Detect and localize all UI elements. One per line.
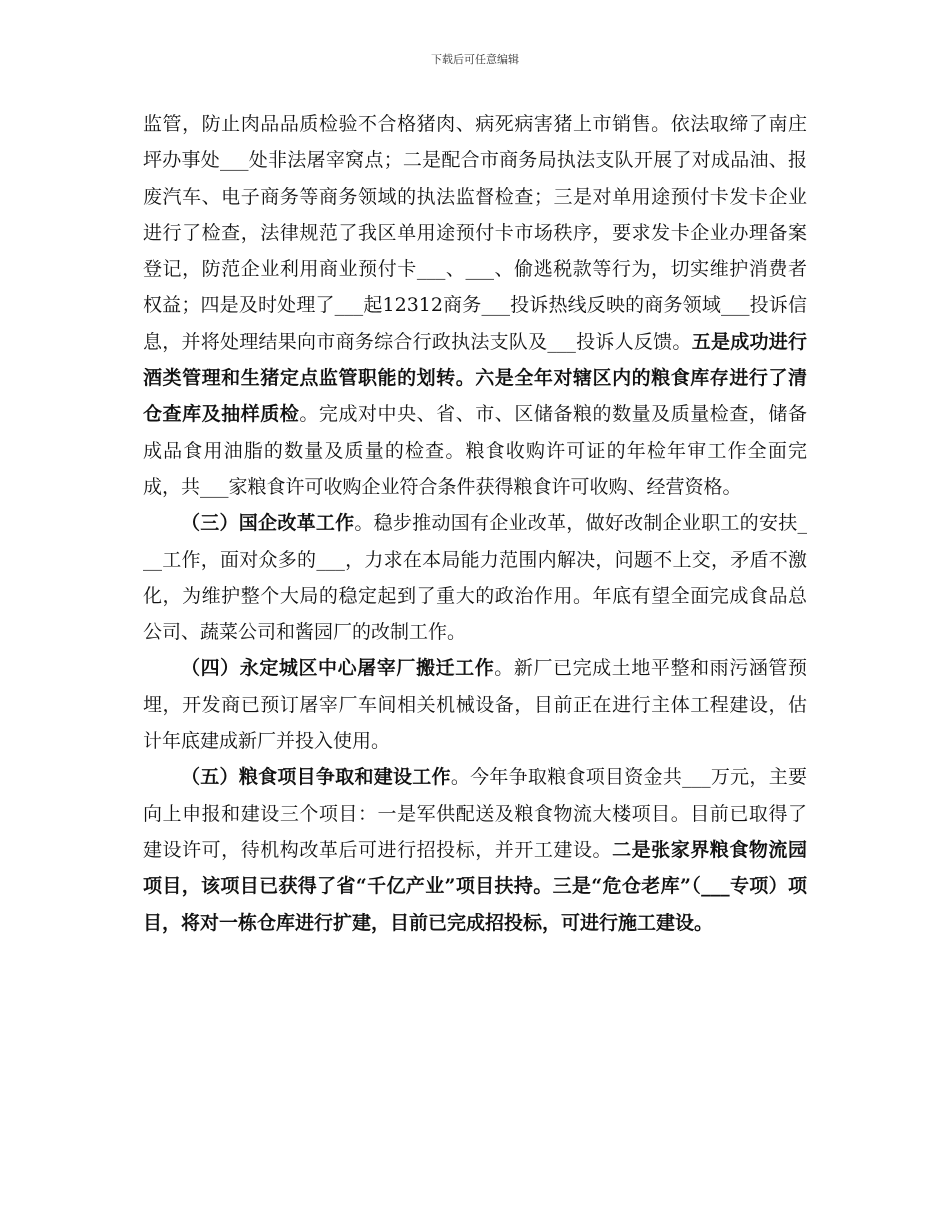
paragraph-text: 。今年争取粮食项目资金共___万元，主要向上申报和建设三个项目：一是军供配送及粮食物流大楼项目。目前已取得了建设许可，待机构改革后可进行招投标，并开工建设。 [143,766,807,861]
document-body [143,106,807,941]
paragraph-bold-text: 二是张家界粮食物流园项目，该项目已获得了省“千亿产业”项目扶持。三是“危仓老库”（___专项）项目，将对一栋仓库进行扩建，目前已完成招投标，可进行施工建设。 [143,838,807,934]
paragraph-text: 。完成对中央、省、市、区储备粮的数量及质量检查，储备成品食用油脂的数量及质量的检查。粮食收购许可证的年检年审工作全面完成，共___家粮食许可收购企业符合条件获得粮食许可收购、经营资格。 [143,403,807,498]
paragraph-text: 。稳步推动国有企业改革，做好改制企业职工的安扶___工作，面对众多的___，力求在本局能力范围内解决，问题不上交，矛盾不激化，为维护整个大局的稳定起到了重大的政治作用。年底有望全面完成食品总公司、蔬菜公司和酱园厂的改制工作。 [143,512,807,644]
section-heading: （五）粮食项目争取和建设工作 [181,766,451,789]
section-heading: （三）国企改革工作 [181,512,355,535]
paragraph-bold-text: 五是成功进行酒类管理和生猪定点监管职能的划转。六是全年对辖区内的粮食库存进行了清仓查库及抽样质检 [143,330,807,426]
paragraph-text: 监管，防止肉品品质检验不合格猪肉、病死病害猪上市销售。依法取缔了南庄坪办事处___处非法屠宰窝点；二是配合市商务局执法支队开展了对成品油、报废汽车、电子商务等商务领域的执法监督检查；三是对单用途预付卡发卡企业进行了检查，法律规范了我区单用途预付卡市场秩序，要求发卡企业办理备案登记，防范企业利用商业预付卡___、___、偷逃税款等行为，切实维护消费者权益；四是及时处理了___起12312商务___投诉热线反映的商务领域___投诉信息，并将处理结果向市商务综合行政执法支队及___投诉人反馈。 [143,113,807,353]
paragraph-soe-reform [143,505,807,650]
paragraph-market-supervision [143,106,807,505]
paragraph-grain-projects [143,759,807,940]
paragraph-text: 。新厂已完成土地平整和雨污涵管预埋，开发商已预订屠宰厂车间相关机械设备，目前正在进行主体工程建设，估计年底建成新厂并投入使用。 [143,657,807,753]
paragraph-slaughterhouse-relocation [143,650,807,759]
section-heading: （四）永定城区中心屠宰厂搬迁工作 [181,657,495,680]
page-header: 下载后可任意编辑 [431,53,519,66]
